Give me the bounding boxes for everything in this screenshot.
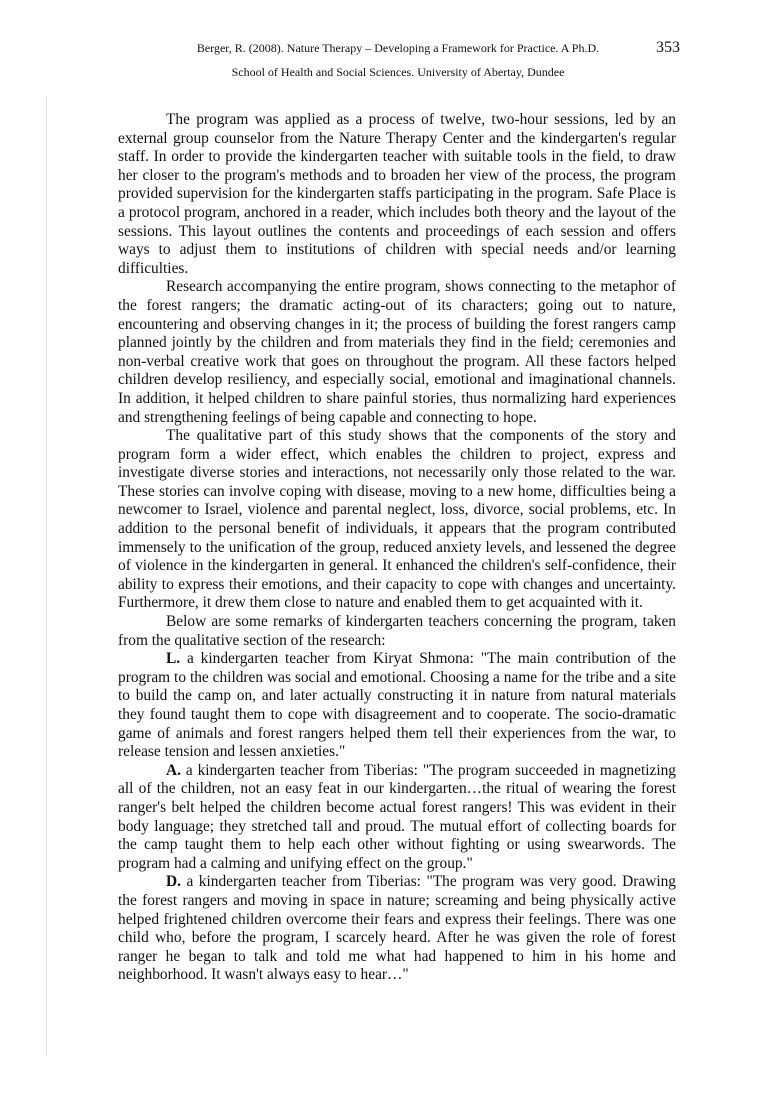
quote-speaker-a: A. — [166, 761, 181, 779]
paragraph-qualitative-findings: The qualitative part of this study shows that the components of the story and program form a wider effect, which enables the children to project, express and investigate diverse stories and interactions, not necessarily only those related to the war. These stories can involve coping with disease, moving to a new home, difficulties being a newcomer to Israel, violence and parental neglect, loss, divorce, social problems, etc. In addition to the personal benefit of individuals, it appears that the program contributed immensely to the unification of the group, reduced anxiety levels, and lessened the degree of violence in the kindergarten in general. It enhanced the children's self-confidence, their ability to express their emotions, and their capacity to cope with changes and uncertainty. Furthermore, it drew them close to nature and enabled them to get acquainted with it. — [118, 427, 676, 612]
running-header — [118, 36, 678, 84]
quote-text-a: a kindergarten teacher from Tiberias: "The program succeeded in magnetizing all of the children, not an easy feat in our kindergarten…the ritual of wearing the forest ranger's belt helped the children become actual forest rangers! This was evident in their body language; they stretched tall and proud. The mutual effort of collecting boards for the camp taught them to help each other without fighting or using swearwords. The program had a calming and unifying effect on the group." — [118, 761, 676, 872]
quote-speaker-d: D. — [166, 873, 181, 891]
quote-text-l: a kindergarten teacher from Kiryat Shmona: "The main contribution of the program to the children was social and emotional. Choosing a name for the tribe and a site to build the camp on, and later actually constructing it in nature from natural materials they found taught them to cope with disagreement and to cooperate. The socio-dramatic game of animals and forest rangers helped them tell their experiences from the war, to release tension and lessen anxieties." — [118, 650, 676, 761]
paragraph-program-sessions: The program was applied as a process of twelve, two-hour sessions, led by an external group counselor from the Nature Therapy Center and the kindergarten's regular staff. In order to provide the kindergarten teacher with suitable tools in the field, to draw her closer to the program's methods and to broaden her view of the process, the program provided supervision for the kindergarten staffs participating in the program. Safe Place is a protocol program, anchored in a reader, which includes both theory and the layout of the sessions. This layout outlines the contents and proceedings of each session and offers ways to adjust them to institutions of children with special needs and/or learning difficulties. — [118, 111, 676, 277]
page-number: 353 — [656, 39, 680, 56]
quote-speaker-l: L. — [166, 650, 181, 668]
quote-paragraph-a — [118, 762, 676, 874]
header-citation: Berger, R. (2008). Nature Therapy – Developing a Framework for Practice. A Ph.D. — [196, 41, 600, 55]
body-text — [118, 111, 676, 985]
header-citation-line — [118, 36, 678, 60]
scan-margin-line — [46, 96, 47, 1056]
paragraph-remarks-intro: Below are some remarks of kindergarten teachers concerning the program, taken from the qualitative section of the research: — [118, 613, 676, 649]
header-institution: School of Health and Social Sciences. University of Abertay, Dundee — [231, 65, 565, 79]
quote-text-d: a kindergarten teacher from Tiberias: "The program was very good. Drawing the forest rangers and moving in space in nature; screaming and being physically active helped frightened children overcome their fears and express their feelings. There was one child who, before the program, I scarcely heard. After he was given the role of forest ranger he began to talk and told me what had happened to him in his home and neighborhood. It wasn't always easy to hear…" — [118, 873, 676, 984]
quote-paragraph-l — [118, 650, 676, 762]
quote-paragraph-d — [118, 873, 676, 985]
paragraph-research-findings: Research accompanying the entire program, shows connecting to the metaphor of the forest rangers; the dramatic acting-out of its characters; going out to nature, encountering and observing changes in it; the process of building the forest rangers camp planned jointly by the children and from materials they find in the field; ceremonies and non-verbal creative work that goes on throughout the program. All these factors helped children develop resiliency, and especially social, emotional and imaginational channels. In addition, it helped children to share painful stories, thus normalizing hard experiences and strengthening feelings of being capable and connecting to hope. — [118, 278, 676, 426]
